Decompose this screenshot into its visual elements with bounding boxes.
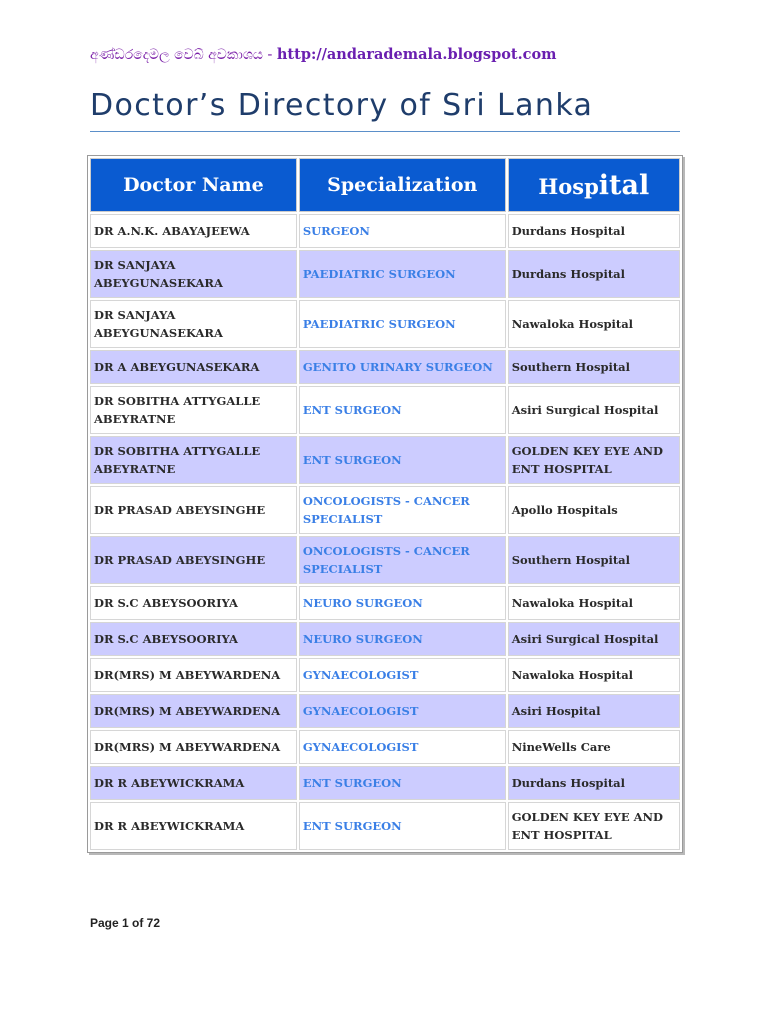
table-row	[90, 350, 680, 384]
hospital-cell: Nawaloka Hospital	[508, 586, 680, 620]
table-header-row	[90, 158, 680, 212]
table-row	[90, 730, 680, 764]
table-row	[90, 536, 680, 584]
specialization-cell: SURGEON	[299, 214, 506, 248]
column-header-hospital-part1: Hosp	[538, 173, 599, 199]
doctor-name-cell: DR SOBITHA ATTYGALLE ABEYRATNE	[90, 386, 297, 434]
hospital-cell: Asiri Surgical Hospital	[508, 622, 680, 656]
table-row	[90, 622, 680, 656]
specialization-cell: ENT SURGEON	[299, 802, 506, 850]
doctor-name-cell: DR(MRS) M ABEYWARDENA	[90, 658, 297, 692]
specialization-cell: GYNAECOLOGIST	[299, 658, 506, 692]
specialization-cell: GYNAECOLOGIST	[299, 730, 506, 764]
table-row	[90, 586, 680, 620]
hospital-cell: Durdans Hospital	[508, 766, 680, 800]
table-row	[90, 300, 680, 348]
title-divider	[90, 131, 680, 132]
table-row	[90, 658, 680, 692]
doctor-name-cell: DR PRASAD ABEYSINGHE	[90, 536, 297, 584]
specialization-cell: GYNAECOLOGIST	[299, 694, 506, 728]
hospital-cell: Durdans Hospital	[508, 250, 680, 298]
doctor-name-cell: DR S.C ABEYSOORIYA	[90, 622, 297, 656]
hospital-cell: Asiri Hospital	[508, 694, 680, 728]
table-row	[90, 214, 680, 248]
specialization-cell: ENT SURGEON	[299, 766, 506, 800]
table-row	[90, 250, 680, 298]
specialization-cell: GENITO URINARY SURGEON	[299, 350, 506, 384]
table-row	[90, 486, 680, 534]
hospital-cell: Durdans Hospital	[508, 214, 680, 248]
hospital-cell: Southern Hospital	[508, 350, 680, 384]
blog-header-line	[90, 46, 557, 63]
column-header-hospital	[508, 158, 680, 212]
hospital-cell: Southern Hospital	[508, 536, 680, 584]
specialization-cell: NEURO SURGEON	[299, 622, 506, 656]
hospital-cell: Nawaloka Hospital	[508, 658, 680, 692]
blog-url-link[interactable]: http://andarademala.blogspot.com	[276, 46, 557, 63]
header-separator: -	[262, 47, 277, 63]
hospital-cell: Asiri Surgical Hospital	[508, 386, 680, 434]
column-header-hospital-part2: ital	[598, 169, 650, 201]
doctor-name-cell: DR SANJAYA ABEYGUNASEKARA	[90, 250, 297, 298]
doctor-name-cell: DR PRASAD ABEYSINGHE	[90, 486, 297, 534]
hospital-cell: Apollo Hospitals	[508, 486, 680, 534]
table-row	[90, 766, 680, 800]
specialization-cell: PAEDIATRIC SURGEON	[299, 300, 506, 348]
hospital-cell: Nawaloka Hospital	[508, 300, 680, 348]
doctor-name-cell: DR(MRS) M ABEYWARDENA	[90, 694, 297, 728]
doctor-table-container	[87, 155, 683, 853]
table-row	[90, 694, 680, 728]
table-row	[90, 802, 680, 850]
specialization-cell: ENT SURGEON	[299, 436, 506, 484]
doctor-name-cell: DR SANJAYA ABEYGUNASEKARA	[90, 300, 297, 348]
specialization-cell: ENT SURGEON	[299, 386, 506, 434]
doctor-name-cell: DR SOBITHA ATTYGALLE ABEYRATNE	[90, 436, 297, 484]
blog-name: අණ්ඩරදෙමල වෙබ් අවකාශය	[90, 47, 263, 63]
doctor-name-cell: DR R ABEYWICKRAMA	[90, 766, 297, 800]
specialization-cell: PAEDIATRIC SURGEON	[299, 250, 506, 298]
table-row	[90, 386, 680, 434]
hospital-cell: GOLDEN KEY EYE AND ENT HOSPITAL	[508, 802, 680, 850]
table-row	[90, 436, 680, 484]
table-body	[90, 214, 680, 850]
doctor-name-cell: DR R ABEYWICKRAMA	[90, 802, 297, 850]
page-number: Page 1 of 72	[90, 916, 161, 930]
page-title: Doctor’s Directory of Sri Lanka	[90, 88, 594, 123]
doctor-name-cell: DR A.N.K. ABAYAJEEWA	[90, 214, 297, 248]
hospital-cell: NineWells Care	[508, 730, 680, 764]
column-header-specialization: Specialization	[299, 158, 506, 212]
doctor-directory-table	[88, 156, 682, 852]
specialization-cell: NEURO SURGEON	[299, 586, 506, 620]
specialization-cell: ONCOLOGISTS - CANCER SPECIALIST	[299, 536, 506, 584]
specialization-cell: ONCOLOGISTS - CANCER SPECIALIST	[299, 486, 506, 534]
doctor-name-cell: DR A ABEYGUNASEKARA	[90, 350, 297, 384]
doctor-name-cell: DR(MRS) M ABEYWARDENA	[90, 730, 297, 764]
hospital-cell: GOLDEN KEY EYE AND ENT HOSPITAL	[508, 436, 680, 484]
doctor-name-cell: DR S.C ABEYSOORIYA	[90, 586, 297, 620]
column-header-doctor-name: Doctor Name	[90, 158, 297, 212]
